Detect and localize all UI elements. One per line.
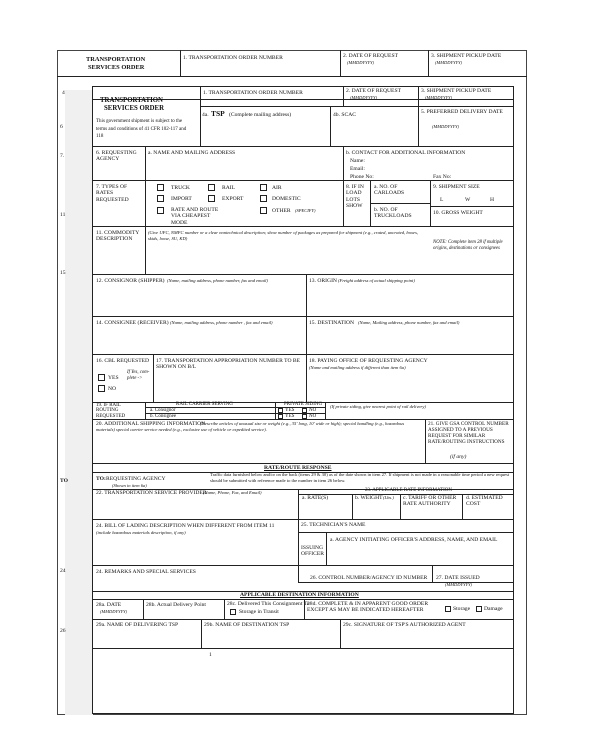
- siding-no-label: NO: [309, 408, 317, 413]
- field-21-hint: (if any): [450, 454, 467, 460]
- field-4a-hint: (Complete mailing address): [229, 112, 292, 118]
- field-23b-hint: (Lbs.): [383, 495, 394, 500]
- response-title: RATE/ROUTE RESPONSE: [264, 465, 332, 471]
- back-sheet-shadow: [65, 90, 93, 715]
- rail-checkbox[interactable]: [208, 184, 215, 191]
- cbl-no-label: NO: [108, 386, 117, 392]
- field-12-hint: (Name, mailing address, phone number, fax and email): [167, 278, 268, 283]
- back-field-3-format: (MMDDYYYY): [435, 60, 463, 65]
- field-1-label: 1. TRANSPORTATION ORDER NUMBER: [203, 90, 303, 96]
- field-27-label: 27. DATE ISSUED: [436, 575, 480, 581]
- truck-option-label: TRUCK: [171, 185, 190, 191]
- storage-label: Storage: [453, 606, 471, 612]
- import-option-label: IMPORT: [171, 196, 192, 202]
- field-23c-label: c. TARIFF OR OTHER RATE AUTHORITY: [403, 495, 457, 508]
- form-title-line1: TRANSPORTATION: [100, 97, 163, 104]
- field-6b-phone: Phone No:: [350, 174, 374, 180]
- rail-option-label: RAIL: [222, 185, 236, 191]
- field-4b-label: 4b. SCAC: [333, 112, 357, 118]
- field-5-label: 5. PREFERRED DELIVERY DATE: [421, 109, 503, 115]
- domestic-checkbox[interactable]: [260, 195, 267, 202]
- field-11-hint: (Give UFC, NMFC number or a clear nontechnical description; show number of packages as prepared for shipment (e.g., crated, uncrated, boxes, skids, loose, SU, KD): [148, 230, 419, 241]
- siding-consignee-no-checkbox[interactable]: [302, 414, 307, 419]
- size-width-label: W: [465, 197, 471, 203]
- back-margin-label: 4: [62, 90, 65, 96]
- siding-yes-label: YES: [285, 414, 295, 419]
- field-23a-label: a. RATE(S): [302, 495, 329, 501]
- field-13-hint: (Freight address of actual shipping point): [338, 278, 415, 283]
- field-15-hint: (Name, Mailing address, phone number, fax and email): [358, 320, 460, 325]
- field-25a-label: a. AGENCY INITIATING OFFICER'S ADDRESS, NAME, AND EMAIL: [330, 537, 498, 543]
- regulation-note: This government shipment is subject to the terms and conditions of 41 CFR 102-117 and 118: [96, 119, 187, 139]
- field-3-format: (MMDDYYYY): [425, 95, 453, 100]
- field-4a-number: 4a.: [202, 112, 209, 118]
- siding-yes-label: YES: [285, 408, 295, 413]
- domestic-option-label: DOMESTIC: [272, 196, 301, 202]
- field-29b-label: 29b. NAME OF DESTINATION TSP: [204, 622, 290, 628]
- field-11-label: 11. COMMODITY DESCRIPTION: [96, 230, 140, 243]
- size-length-label: L: [440, 197, 444, 203]
- field-16-label: 16. CBL REQUESTED: [96, 358, 150, 364]
- field-28c-label: 28c. Delivered This Consignment To: [227, 601, 310, 607]
- form-title-line2: SERVICES ORDER: [104, 105, 165, 112]
- export-option-label: EXPORT: [222, 196, 244, 202]
- field-18-label: 18. PAYING OFFICE OF REQUESTING AGENCY: [309, 358, 428, 364]
- field-25-label: 25. TECHNICIAN'S NAME: [301, 522, 366, 528]
- back-title-line1: TRANSPORTATION: [86, 56, 146, 63]
- field-17-label: 17. TRANSPORTATION APPROPRIATION NUMBER TO BE SHOWN ON B/L: [156, 358, 301, 371]
- field-14-hint: (Name, mailing address, phone number , fax and email): [170, 320, 273, 325]
- field-14-label: 14. CONSIGNEE (RECEIVER): [96, 320, 169, 326]
- field-18-hint: (Name and mailing address if different than item 6a): [309, 365, 406, 370]
- air-checkbox[interactable]: [260, 184, 267, 191]
- siding-consignee-yes-checkbox[interactable]: [278, 414, 283, 419]
- field-24-label: 24. BILL OF LADING DESCRIPTION WHEN DIFFERENT FROM ITEM 11: [96, 523, 275, 529]
- cbl-no-checkbox[interactable]: [98, 385, 105, 392]
- storage-in-transit-checkbox[interactable]: [230, 609, 236, 615]
- rail-consignor-label: a. Consignor: [150, 408, 176, 413]
- other-specify-hint: (SPECIFY): [295, 208, 316, 213]
- field-28d-label: 28d. COMPLETE & IN APPARENT GOOD ORDER EXCEPT AS MAY BE INDICATED HEREAFTER: [307, 601, 429, 614]
- storage-in-transit-label: Storage in Transit: [239, 609, 279, 615]
- back-field-3: 3. SHIPMENT PICKUP DATE: [431, 53, 502, 59]
- field-23d-label: d. ESTIMATED COST: [466, 495, 503, 508]
- field-6b-name: Name:: [350, 158, 365, 164]
- field-6b-fax: Fax No:: [433, 174, 452, 180]
- back-margin-label: TO: [60, 478, 68, 484]
- field-8b-label: b. NO. OF TRUCKLOADS: [374, 207, 412, 220]
- back-margin-label: 7.: [60, 153, 65, 159]
- field-3-label: 3. SHIPMENT PICKUP DATE: [421, 88, 492, 94]
- field-23-label: 23. APPLICABLE RATE INFORMATION: [365, 488, 452, 493]
- private-siding-label: PRIVATE SIDING: [284, 402, 323, 407]
- rail-carrier-serving-label: RAIL CARRIER SERVING: [176, 402, 233, 407]
- rail-consignee-label: b. Consignee: [150, 414, 177, 419]
- field-21-label: 21. GIVE GSA CONTROL NUMBER ASSIGNED TO A PREVIOUS REQUEST FOR SIMILAR RATE/ROUTING INSTRUCTIONS: [428, 421, 509, 445]
- field-5-format: (MMDDYYYY): [432, 124, 460, 129]
- field-11-note: NOTE: Complete item 28 if multiple origins, destinations or consignees: [433, 240, 503, 252]
- response-to-value: REQUESTING AGENCY: [106, 476, 166, 482]
- field-15-label: 15. DESTINATION: [309, 320, 355, 326]
- storage-checkbox[interactable]: [445, 606, 451, 612]
- export-checkbox[interactable]: [208, 195, 215, 202]
- siding-no-label: NO: [309, 414, 317, 419]
- other-checkbox[interactable]: [260, 207, 267, 214]
- siding-consignor-yes-checkbox[interactable]: [278, 408, 283, 413]
- field-28a-format: (MMDDYYYY): [100, 609, 128, 614]
- damage-label: Damage: [484, 606, 503, 612]
- back-margin-label: 6: [60, 124, 63, 130]
- truck-checkbox[interactable]: [157, 184, 164, 191]
- back-margin-label: 24: [60, 568, 66, 574]
- field-6a-label: a. NAME AND MAILING ADDRESS: [148, 150, 236, 156]
- field-19-hint: (If private siding, give nearest point of rail delivery): [330, 404, 426, 409]
- rate-route-checkbox[interactable]: [157, 207, 164, 214]
- response-to-label: TO:: [96, 476, 106, 482]
- field-6-label: 6. REQUESTING AGENCY: [96, 150, 137, 163]
- field-29a-label: 29a. NAME OF DELIVERING TSP: [96, 622, 179, 628]
- field-28a-label: 28a. DATE: [96, 602, 122, 608]
- rate-route-option-label: RATE AND ROUTE VIA CHEAPEST MODE: [171, 207, 219, 226]
- field-24-hint: (include hazardous materials description, if any): [96, 530, 186, 535]
- air-option-label: AIR: [272, 185, 282, 191]
- field-28b-label: 28b. Actual Delivery Point: [146, 602, 206, 608]
- destination-title: APPLICABLE DESTINATION INFORMATION: [240, 592, 359, 598]
- back-margin-label: 11: [60, 212, 66, 218]
- field-27-format: (MMDDYYYY): [445, 582, 473, 587]
- back-field-1: 1. TRANSPORTATION ORDER NUMBER: [183, 55, 283, 61]
- field-24b-label: 24. REMARKS AND SPECIAL SERVICES: [96, 569, 196, 575]
- field-9-label: 9. SHIPMENT SIZE: [433, 184, 480, 190]
- field-10-label: 10. GROSS WEIGHT: [433, 210, 483, 216]
- back-field-2: 2. DATE OF REQUEST: [343, 53, 399, 59]
- size-height-label: H: [490, 197, 495, 203]
- import-checkbox[interactable]: [157, 195, 164, 202]
- damage-checkbox[interactable]: [476, 606, 482, 612]
- back-title-line2: SERVICES ORDER: [88, 64, 145, 71]
- issuing-officer-label: ISSUING OFFICER: [301, 545, 325, 558]
- response-to-hint: (Shown in item 6a): [112, 483, 147, 488]
- back-margin-label: 26: [60, 628, 66, 634]
- field-12-label: 12. CONSIGNOR (SHIPPER): [96, 278, 165, 284]
- field-6b-label: b. CONTACT FOR ADDITIONAL INFORMATION: [346, 150, 466, 156]
- field-29c-label: 29c. SIGNATURE OF TSP'S AUTHORIZED AGENT: [343, 622, 466, 628]
- field-19-label: 19. IF RAIL ROUTING REQUESTED: [96, 403, 126, 419]
- field-7-label: 7. TYPES OF RATES REQUESTED: [96, 184, 129, 203]
- field-6b-email: Email:: [350, 166, 365, 172]
- field-2-format: (MMDDYYYY): [350, 95, 378, 100]
- field-23b-label: b. WEIGHT: [355, 495, 383, 501]
- field-2-label: 2. DATE OF REQUEST: [346, 88, 402, 94]
- back-field-2-format: (MMDDYYYY): [347, 60, 375, 65]
- field-4a-tsp: TSP: [211, 109, 225, 118]
- back-margin-label: 15: [60, 270, 66, 276]
- siding-consignor-no-checkbox[interactable]: [302, 408, 307, 413]
- field-22-hint: (Name, Phone, Fax, and Email): [203, 490, 262, 495]
- page-number: 1: [209, 652, 212, 658]
- cbl-yes-checkbox[interactable]: [98, 374, 105, 381]
- cbl-yes-label: YES: [108, 375, 119, 381]
- field-20-hint: (Describe articles of unusual size or weight (e.g., 35' long, 10' wide or high); special handling (e.g., hazardous materials) special carrier service needed (e.g., exclusive use of vehicle or expedited service).: [96, 421, 405, 432]
- field-13-label: 13. ORIGIN: [309, 278, 337, 284]
- response-instructions: Traffic data furnished below and/or on the back (items 29 & 30) as of the date shown in item 27. If shipment is not made in a reasonable time period a new request should be submitted with reference made to the number in item 26 below.: [210, 472, 510, 483]
- cbl-if-yes-note: If Yes, com- plete ->: [127, 370, 150, 382]
- field-8-label: 8. IF IN LOAD LOTS SHOW: [346, 184, 364, 210]
- field-26-label: 26. CONTROL NUMBER/AGENCY ID NUMBER: [310, 575, 428, 581]
- field-22-label: 22. TRANSPORTATION SERVICE PROVIDER: [96, 490, 207, 496]
- other-option-label: OTHER: [272, 208, 291, 214]
- field-20-label: 20. ADDITIONAL SHIPPING INFORMATION: [96, 421, 206, 427]
- field-8a-label: a. NO. OF CARLOADS: [374, 184, 405, 197]
